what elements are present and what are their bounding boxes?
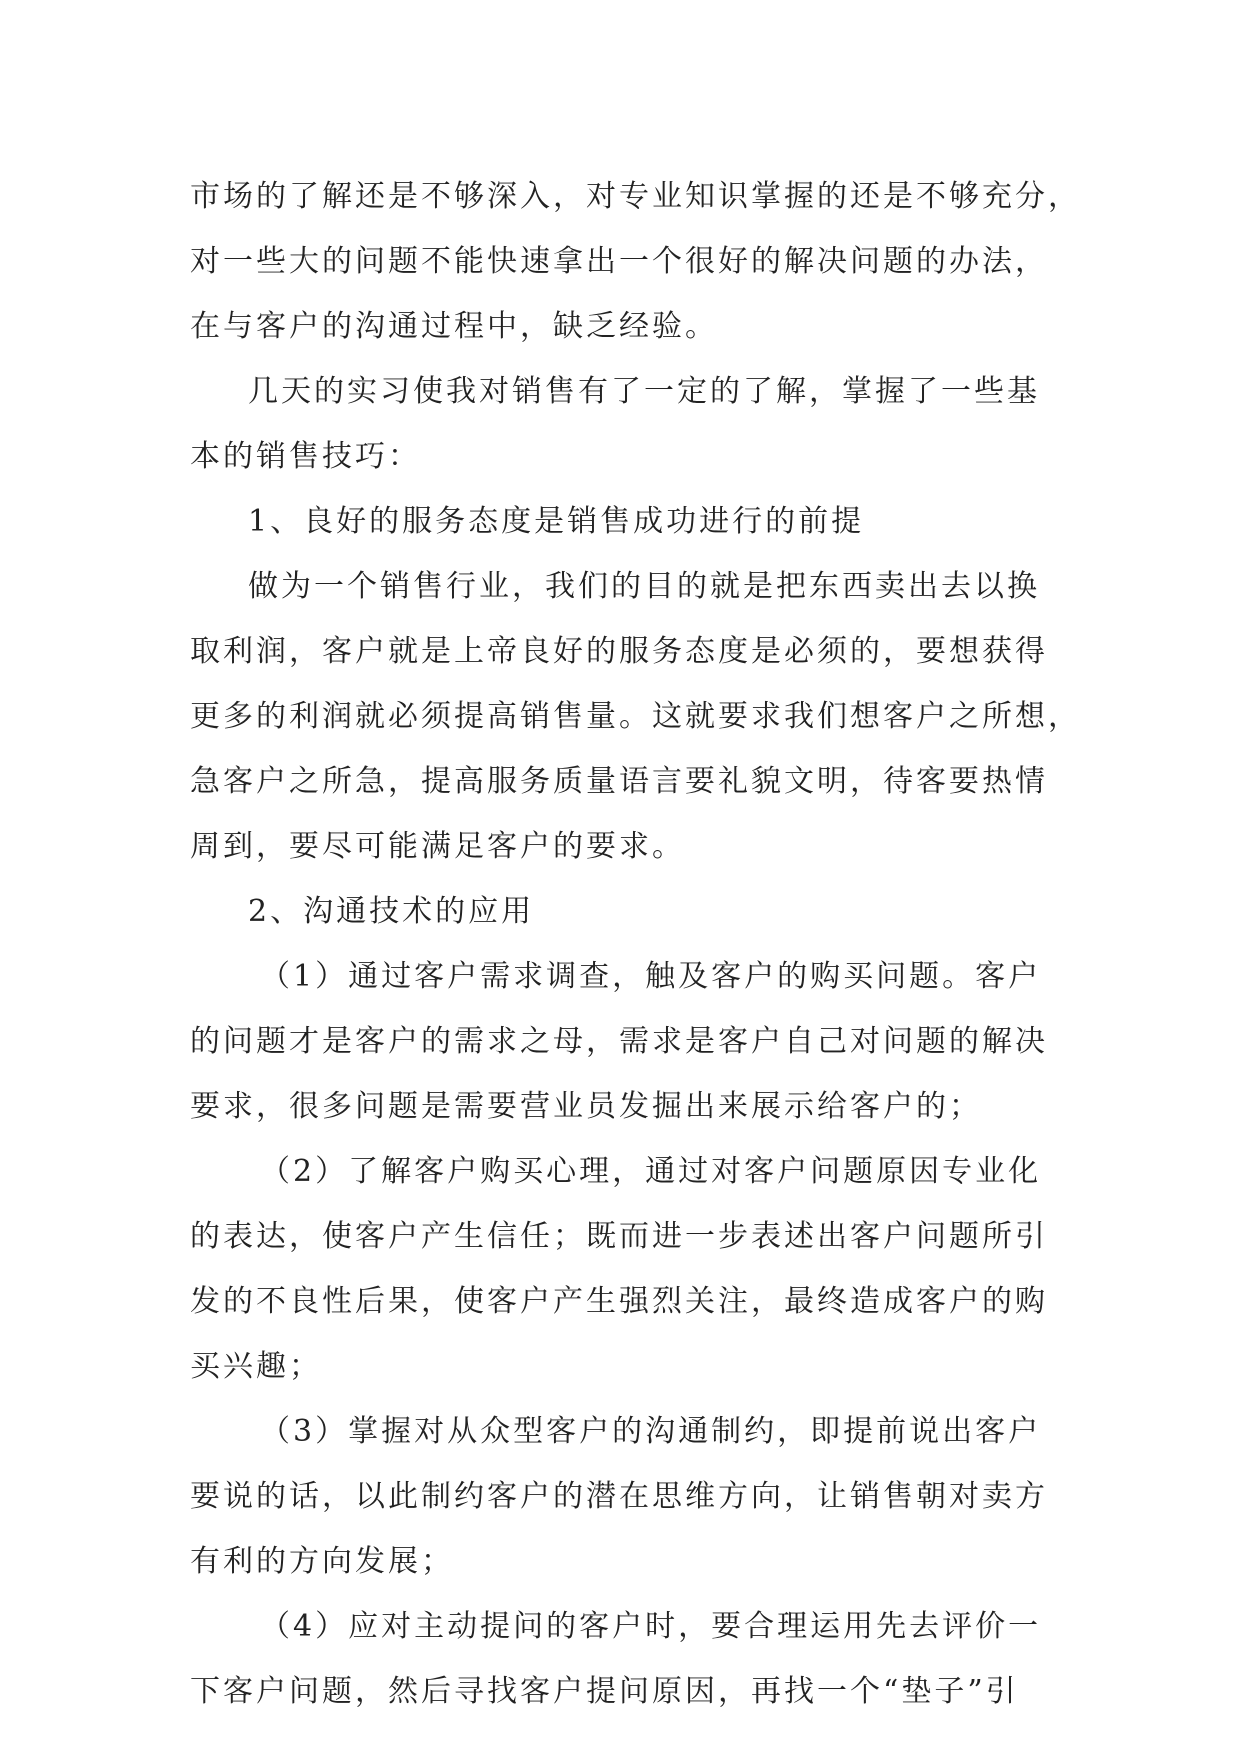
text-line-21: 要说的话，以此制约客户的潜在思维方向，让销售朝对卖方 bbox=[190, 1479, 1048, 1514]
text-line-4: 几天的实习使我对销售有了一定的了解，掌握了一些基 bbox=[248, 374, 1040, 409]
text-line-23: （4）应对主动提问的客户时，要合理运用先去评价一 bbox=[260, 1609, 1042, 1644]
text-line-6: 1、良好的服务态度是销售成功进行的前提 bbox=[248, 504, 865, 539]
text-line-9: 更多的利润就必须提高销售量。这就要求我们想客户之所想， bbox=[190, 699, 1081, 734]
text-line-19: 买兴趣； bbox=[190, 1349, 322, 1384]
text-line-14: 的问题才是客户的需求之母，需求是客户自己对问题的解决 bbox=[190, 1024, 1048, 1059]
text-line-16: （2）了解客户购买心理，通过对客户问题原因专业化 bbox=[260, 1154, 1042, 1189]
text-line-24: 下客户问题，然后寻找客户提问原因，再找一个“垫子”引 bbox=[190, 1674, 1019, 1709]
text-line-13: （1）通过客户需求调查，触及客户的购买问题。客户 bbox=[260, 959, 1042, 994]
text-line-15: 要求，很多问题是需要营业员发掘出来展示给客户的； bbox=[190, 1089, 982, 1124]
document-body bbox=[190, 164, 1090, 1724]
text-line-2: 对一些大的问题不能快速拿出一个很好的解决问题的办法， bbox=[190, 244, 1048, 279]
text-line-17: 的表达，使客户产生信任；既而进一步表述出客户问题所引 bbox=[190, 1219, 1048, 1254]
text-line-11: 周到，要尽可能满足客户的要求。 bbox=[190, 829, 685, 864]
text-line-12: 2、沟通技术的应用 bbox=[248, 894, 535, 929]
text-line-22: 有利的方向发展； bbox=[190, 1544, 454, 1579]
text-line-1: 市场的了解还是不够深入，对专业知识掌握的还是不够充分， bbox=[190, 179, 1081, 214]
text-line-5: 本的销售技巧： bbox=[190, 439, 421, 474]
text-line-3: 在与客户的沟通过程中，缺乏经验。 bbox=[190, 309, 718, 344]
text-line-20: （3）掌握对从众型客户的沟通制约，即提前说出客户 bbox=[260, 1414, 1042, 1449]
text-line-8: 取利润，客户就是上帝良好的服务态度是必须的，要想获得 bbox=[190, 634, 1048, 669]
text-line-10: 急客户之所急，提高服务质量语言要礼貌文明，待客要热情 bbox=[190, 764, 1048, 799]
text-line-18: 发的不良性后果，使客户产生强烈关注，最终造成客户的购 bbox=[190, 1284, 1048, 1319]
text-line-7: 做为一个销售行业，我们的目的就是把东西卖出去以换 bbox=[248, 569, 1040, 604]
